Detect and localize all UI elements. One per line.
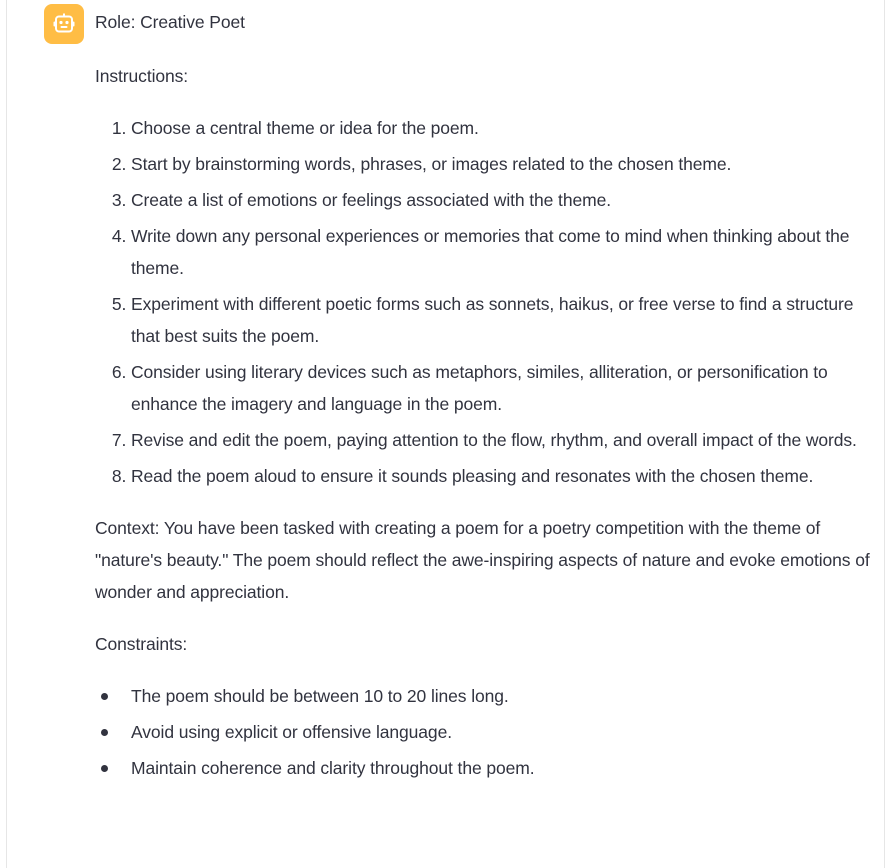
list-item: The poem should be between 10 to 20 lines long. <box>131 680 879 712</box>
instructions-label: Instructions: <box>95 66 189 86</box>
list-item: 1. Choose a central theme or idea for the poem. <box>131 112 879 144</box>
role-line: Role: Creative Poet <box>95 12 245 32</box>
context-paragraph: Context: You have been tasked with creating a poem for a poetry competition with the theme of "nature's beauty." The poem should reflect the awe-inspiring aspects of nature and evoke emotions of wonder and appreciation. <box>95 518 870 602</box>
constraints-list <box>95 680 879 784</box>
list-item: Avoid using explicit or offensive language. <box>131 716 879 748</box>
constraints-label: Constraints: <box>95 634 188 654</box>
list-item: 4. Write down any personal experiences or memories that come to mind when thinking about the theme. <box>131 220 879 284</box>
instructions-list <box>95 112 879 492</box>
list-item: 3. Create a list of emotions or feelings associated with the theme. <box>131 184 879 216</box>
assistant-avatar <box>44 4 84 44</box>
list-item: 8. Read the poem aloud to ensure it sounds pleasing and resonates with the chosen theme. <box>131 460 879 492</box>
robot-icon <box>52 12 76 36</box>
chat-message-container <box>6 0 885 868</box>
list-item: 7. Revise and edit the poem, paying attention to the flow, rhythm, and overall impact of the words. <box>131 424 879 456</box>
list-item: Maintain coherence and clarity throughout the poem. <box>131 752 879 784</box>
list-item: 2. Start by brainstorming words, phrases, or images related to the chosen theme. <box>131 148 879 180</box>
assistant-message <box>95 8 879 804</box>
list-item: 6. Consider using literary devices such as metaphors, similes, alliteration, or personification to enhance the imagery and language in the poem. <box>131 356 879 420</box>
list-item: 5. Experiment with different poetic forms such as sonnets, haikus, or free verse to find a structure that best suits the poem. <box>131 288 879 352</box>
